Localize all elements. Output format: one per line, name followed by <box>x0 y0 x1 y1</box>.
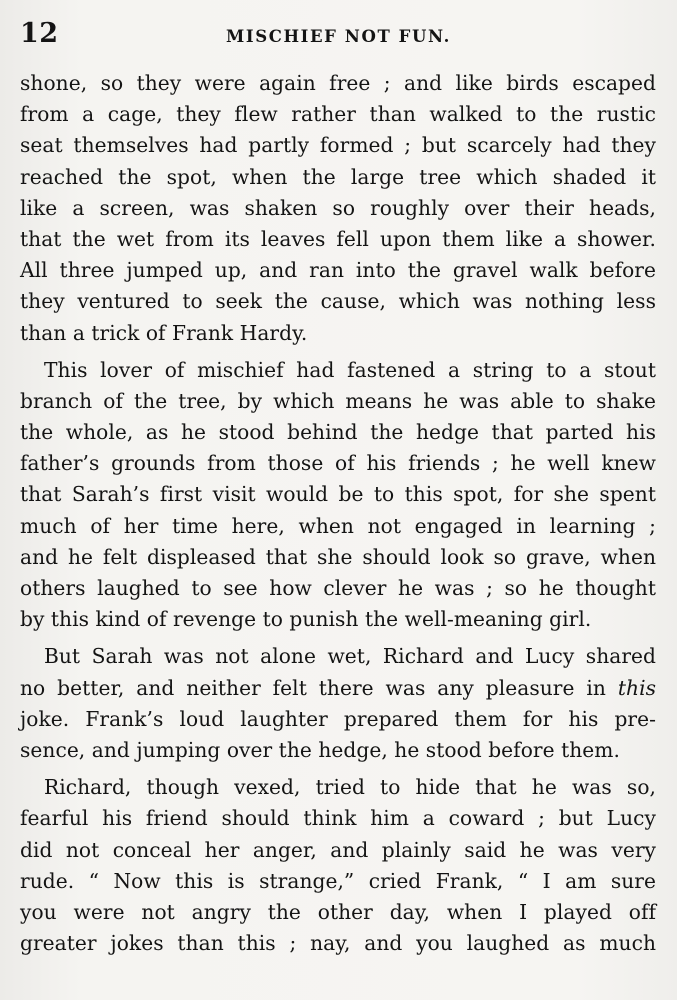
text-line-with-italic <box>20 673 656 704</box>
text-line: did not conceal her anger, and plainly said he was very <box>20 837 656 862</box>
text-line: much of her time here, when not engaged in learning ; <box>20 513 656 538</box>
running-title: MISCHIEF NOT FUN. <box>226 27 451 46</box>
text-line: joke. Frank’s loud laughter prepared them for his pre- <box>20 706 656 731</box>
text-line: Richard, though vexed, tried to hide that he was so, <box>44 775 656 800</box>
text-line: the whole, as he stood behind the hedge that parted his <box>20 420 656 445</box>
text-line: reached the spot, when the large tree which shaded it <box>20 164 656 189</box>
text-line: rude. “ Now this is strange,” cried Frank, “ I am sure <box>20 868 656 893</box>
text-line: But Sarah was not alone wet, Richard and Lucy shared <box>44 644 656 669</box>
page-number: 12 <box>20 18 59 49</box>
text-line: that the wet from its leaves fell upon them like a shower. <box>20 226 656 251</box>
text-line: that Sarah’s first visit would be to this spot, for she spent <box>20 482 656 507</box>
text-line: greater jokes than this ; nay, and you laughed as much <box>20 931 656 956</box>
body-text <box>20 68 656 959</box>
text-line: others laughed to see how clever he was ; so he thought <box>20 576 656 600</box>
text-line: like a screen, was shaken so roughly over their heads, <box>20 195 656 220</box>
text-line: they ventured to seek the cause, which was nothing less <box>20 289 656 314</box>
text-line: seat themselves had partly formed ; but scarcely had they <box>20 133 656 158</box>
text-line: from a cage, they flew rather than walked to the rustic <box>20 102 656 127</box>
text-line: fearful his friend should think him a coward ; but Lucy <box>20 806 656 831</box>
text-line: sence, and jumping over the hedge, he stood before them. <box>20 737 620 762</box>
text-line: All three jumped up, and ran into the gravel walk before <box>20 258 656 283</box>
text-line: you were not angry the other day, when I played off <box>20 899 656 924</box>
text-line: than a trick of Frank Hardy. <box>20 320 308 345</box>
text-line: This lover of mischief had fastened a string to a stout <box>44 357 656 382</box>
text-line: branch of the tree, by which means he was able to shake <box>20 388 656 413</box>
italic-word: this <box>617 675 656 700</box>
text-line: by this kind of revenge to punish the well-meaning girl. <box>20 607 592 632</box>
text-line: father’s grounds from those of his friends ; he well knew <box>20 451 656 476</box>
text-line: and he felt displeased that she should look so grave, when <box>20 544 656 569</box>
text-line: shone, so they were again free ; and like birds escaped <box>20 71 656 95</box>
text-segment: no better, and neither felt there was any pleasure in <box>20 675 606 700</box>
page-header <box>20 18 657 52</box>
